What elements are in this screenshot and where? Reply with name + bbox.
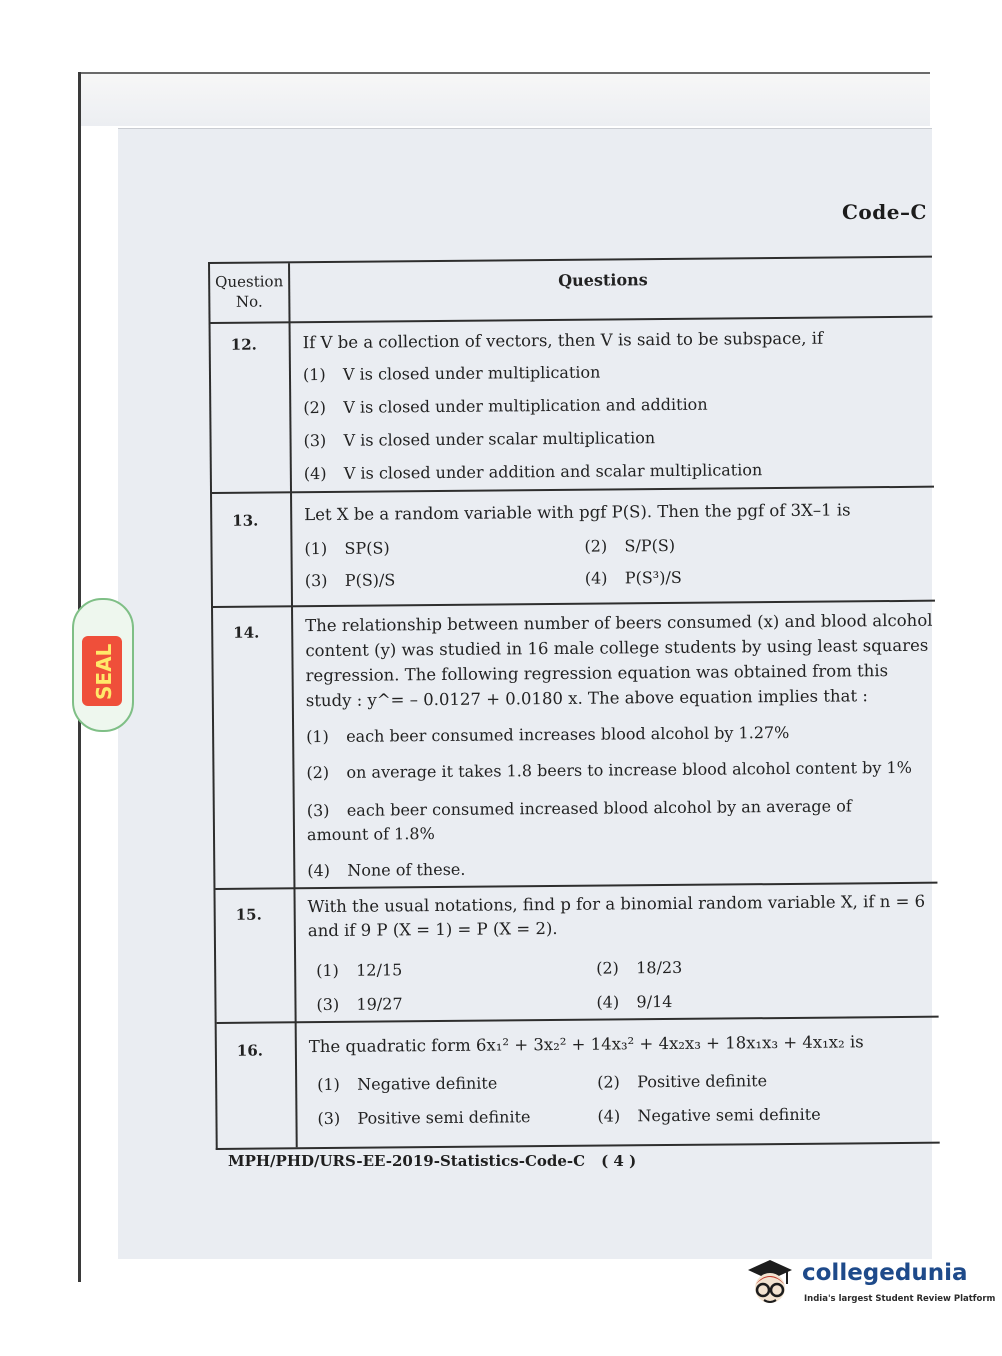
collegedunia-watermark [742,1254,996,1314]
header-question-no: Question No. [215,272,284,311]
option: (1) V is closed under multiplication [302,362,601,385]
option: (2) Positive definite [597,1071,768,1092]
question-text: With the usual notations, find p for a binomial random variable X, if n = 6 and if 9 P (X = 1) = P (X = 2). [307,891,926,941]
option: (3) 19/27 [316,994,403,1015]
option: (3) each beer consumed increased blood alcohol by an average of amount of 1.8% [306,796,852,845]
option: (1) each beer consumed increases blood alcohol by 1.27% [306,722,790,747]
option: (2) V is closed under multiplication and addition [303,394,708,418]
question-table [208,256,940,1150]
confidential-seal-stamp [72,598,134,732]
question-number: 14. [233,623,260,642]
column-divider [288,263,298,1147]
option: (3) V is closed under scalar multiplication [303,428,656,451]
footer-code: MPH/PHD/URS-EE-2019-Statistics-Code-C [228,1152,586,1170]
brand-tagline: India's largest Student Review Platform [804,1294,996,1304]
option: (2) S/P(S) [584,535,676,556]
row-divider [212,486,934,494]
question-number: 13. [232,511,259,530]
option: (2) 18/23 [596,957,683,978]
option: (4) None of these. [307,859,466,881]
option: (4) Negative semi definite [597,1104,821,1126]
option: (1) Negative definite [317,1073,498,1095]
graduate-mascot-icon [742,1254,798,1310]
question-text: The relationship between number of beers consumed (x) and blood alcohol content (y) was studied in 16 male college students by using least squares regression. The following regression equation was obtained from this study : y^= – 0.0127 + 0.0180 x. The above equation implies that : [305,610,933,711]
header-questions: Questions [558,270,648,290]
option: (4) P(S³)/S [584,567,682,588]
row-divider [213,600,935,608]
option: (1) 12/15 [316,960,403,981]
option: (3) P(S)/S [304,570,396,591]
page-number: ( 4 ) [601,1152,637,1170]
question-text: If V be a collection of vectors, then V is said to be subspace, if [302,328,824,353]
question-text: Let X be a random variable with pgf P(S). Then the pgf of 3X–1 is [304,500,851,525]
option: (2) on average it takes 1.8 beers to increase blood alcohol content by 1% [306,757,912,783]
question-number: 16. [236,1041,264,1060]
row-divider [217,1016,939,1024]
option: (3) Positive semi definite [317,1107,531,1129]
question-number: 15. [235,905,262,924]
row-divider [211,316,933,324]
paper-code: Code–C [842,200,927,224]
brand-name: collegedunia [802,1260,968,1286]
scan-shadow-top [78,72,930,126]
page-footer [228,1152,636,1170]
question-text: The quadratic form 6x₁² + 3x₂² + 14x₃² + 4x₂x₃ + 18x₁x₃ + 4x₁x₂ is [308,1032,864,1057]
row-divider [215,882,937,890]
option: (1) SP(S) [304,538,390,559]
option: (4) V is closed under addition and scalar multiplication [303,460,763,484]
option: (4) 9/14 [596,991,673,1012]
seal-text: SEAL [92,643,116,700]
question-number: 12. [230,335,257,354]
